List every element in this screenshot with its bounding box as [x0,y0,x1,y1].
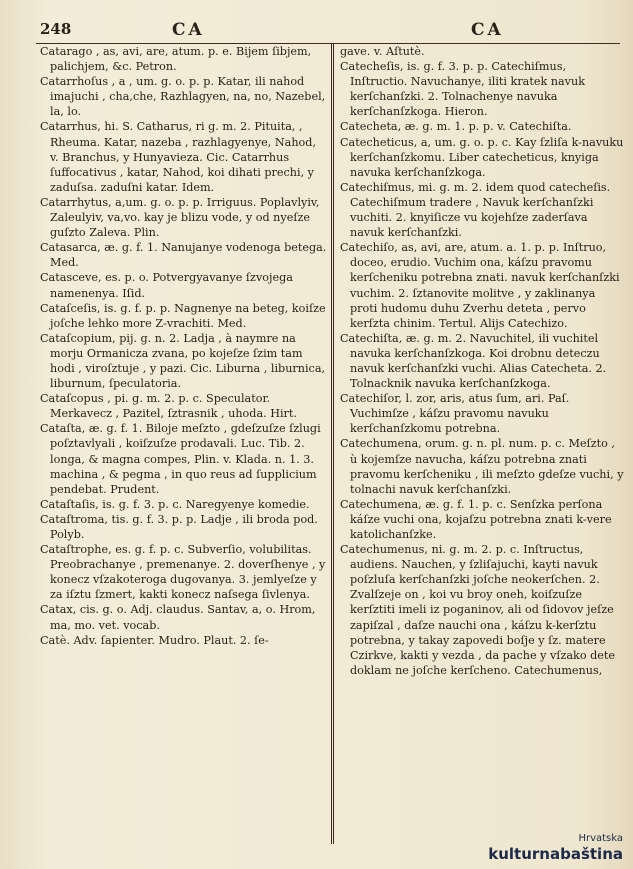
left-column-entry: Catè. Adv. ſapienter. Mudro. Plaut. 2. ſe- [40,633,269,647]
right-column-entry: Catecheſis, is. g. f. 3. p. p. Catechiſmus, Inſtructio. Navuchanye, iliti kratek navuk kerſchanſzki. 2. Tolnachenye navuka kerſchanſzkoga. Hieron. [340,60,585,119]
left-column-entry: Catarrhus, hi. S. Catharus, ri g. m. 2. Pituita, , Rheuma. Katar, nazeba , razhlagyenye, Nahod, v. Branchus, y Hunyavieza. Cic. Catarrhus ſuffocativus , katar, Nahod, koi dihati prechi, y zaduſsa. zaduſni katar. Idem. [40,120,317,194]
right-column-entry: Catechiſmus, mi. g. m. 2. idem quod catecheſis. Catechiſmum tradere , Navuk kerſchanſzki vuchiti. 2. knyiſicze vu kojehſze zaderſava navuk kerſchanſzki. [340,180,611,240]
right-column-entry: Catechiſo, as, avi, are, atum. a. 1. p. p. Inſtruo, doceo, erudio. Vuchim ona, káſzu pravomu kerſcheniku potrebna znati. navuk kerſchanſzki vuchim. 2. ſztanovite molitve , y zaklinanya proti hudomu duhu Zverhu deteta , pervo kerſzta chinim. Tertul. Alijs Catechizo. [340,241,620,330]
watermark-line-2: kulturnabaština [488,845,623,863]
right-column-entry: Catechiſta, æ. g. m. 2. Navuchitel, ili vuchitel navuka kerſchanſzkoga. Koi drobnu deteczu navuk kerſchanſzki vuchi. Alias Catecheta. 2. Tolnacknik navuka kerſchanſzkoga. [340,331,607,391]
right-column-entry: Catecheticus, a, um. g. o. p. c. Kay ſzliſa k-navuku kerſchanſzkomu. Liber catecheticus, knyiga navuka kerſchanſzkoga. [340,135,624,179]
right-column [340,44,625,678]
watermark-logo [488,833,623,863]
right-column-entry: Catechiſor, l. zor, aris, atus ſum, ari. Paſ. Vuchimſze , káſzu pravomu navuku kerſchanſzkomu potrebna. [340,392,570,436]
left-column [40,44,327,648]
page-number: 248 [40,20,72,38]
left-column-entry: Cataſcopium, pij. g. n. 2. Ladja , à naymre na morju Ormanicza zvana, po kojeſze ſzim tam hodi , viroſztuje , y pazi. Cic. Liburna , liburnica, liburnum, ſpeculatoria. [40,331,326,391]
column-divider-inner [333,44,334,844]
right-column-entry: Catechumena, orum. g. n. pl. num. p. c. Meſzto , ù kojemſze navucha, káſzu potrebna znati pravomu kerſcheniku , ili meſzto gdeſze vuchi, y tolnachi navuk kerſchanſzki. [340,437,624,496]
left-column-entry: Cataſta, æ. g. f. 1. Biloje meſzto , gdeſzuſze ſzlugi poſztavlyali , koiſzuſze prodavali. Luc. Tib. 2. longa, & magna compes, Plin. v. Klada. n. 1. 3. machina , & pegma , in quo reus ad ſupplicium pendebat. Prudent. [40,422,321,496]
left-column-entry: Catasceve, es. p. o. Potvergyavanye ſzvojega namenenya. Iſid. [40,271,293,300]
left-column-entry: Catarago , as, avi, are, atum. p. e. Bijem ſibjem, palichjem, &c. Petron. [40,45,312,74]
right-column-entry: Catechumena, æ. g. f. 1. p. c. Senſzka perſona káſze vuchi ona, kojaſzu potrebna znati k-vere katolichanſzke. [340,497,612,541]
left-column-entry: Catarrhoſus , a , um. g. o. p. p. Katar, ili nahod imajuchi , cha,che, Razhlagyen, na, no, Nazebel, la, lo. [40,75,326,119]
right-column-entry: gave. v. Aſtutè. [340,45,425,58]
left-column-entry: Cataſtaſis, is. g. f. 3. p. c. Naregyenye komedie. [40,497,310,511]
left-column-entry: Cataſceſis, is. g. f. p. p. Nagnenye na beteg, koiſze joſche lehko more Z-vrachiti. Med. [40,301,326,330]
right-column-entry: Catecheta, æ. g. m. 1. p. p. v. Catechiſta. [340,120,572,134]
left-column-entry: Catax, cis. g. o. Adj. claudus. Santav, a, o. Hrom, ma, mo. vet. vocab. [40,603,316,632]
left-column-entry: Cataſtrophe, es. g. f. p. c. Subverſio, volubilitas. Preobrachanye , premenanye. 2. doverſhenye , y konecz vſzakoteroga dugovanya. 3. jemlyeſze y za iſztu ſzmert, kakti konecz naſsega ſivlenya. [40,543,326,602]
left-column-entry: Cataſtroma, tis. g. f. 3. p. p. Ladje , ili broda pod. Polyb. [40,512,318,541]
right-running-head: CA [471,20,504,40]
left-column-entry: Catarrhytus, a,um. g. o. p. p. Irriguus. Poplavlyiv, Zaleulyiv, va,vo. kay je blizu vode, y od nyeſze guſzto Zaleva. Plin. [40,195,320,240]
left-column-entry: Cataſcopus , pi. g. m. 2. p. c. Speculator. Merkavecz , Pazitel, ſztrasnik , uhoda. Hirt. [40,392,297,421]
column-divider [331,44,332,844]
left-running-head: CA [172,20,205,40]
left-column-entry: Catasarca, æ. g. f. 1. Nanujanye vodenoga betega. Med. [40,241,327,270]
watermark-line-1: Hrvatska [578,833,623,844]
right-column-entry: Catechumenus, ni. g. m. 2. p. c. Inſtructus, audiens. Nauchen, y ſzliſajuchi, kayti navuk poſzluſa kerſchanſzki joſche neokerſchen. 2. Zvalſzeje on , koi vu broy oneh, koiſzuſze kerſztiti imeli iz poganinov, ali od ſidovov jeſze zapiſzal , daſze nauchi ona , káſzu k-kerſztu potrebna, y takay zapovedi boſje y ſz. matere Czirkve, kakti y vezda , da pache y vſzako dete doklam ne joſche kerſcheno. Catechumenus, [340,543,616,677]
